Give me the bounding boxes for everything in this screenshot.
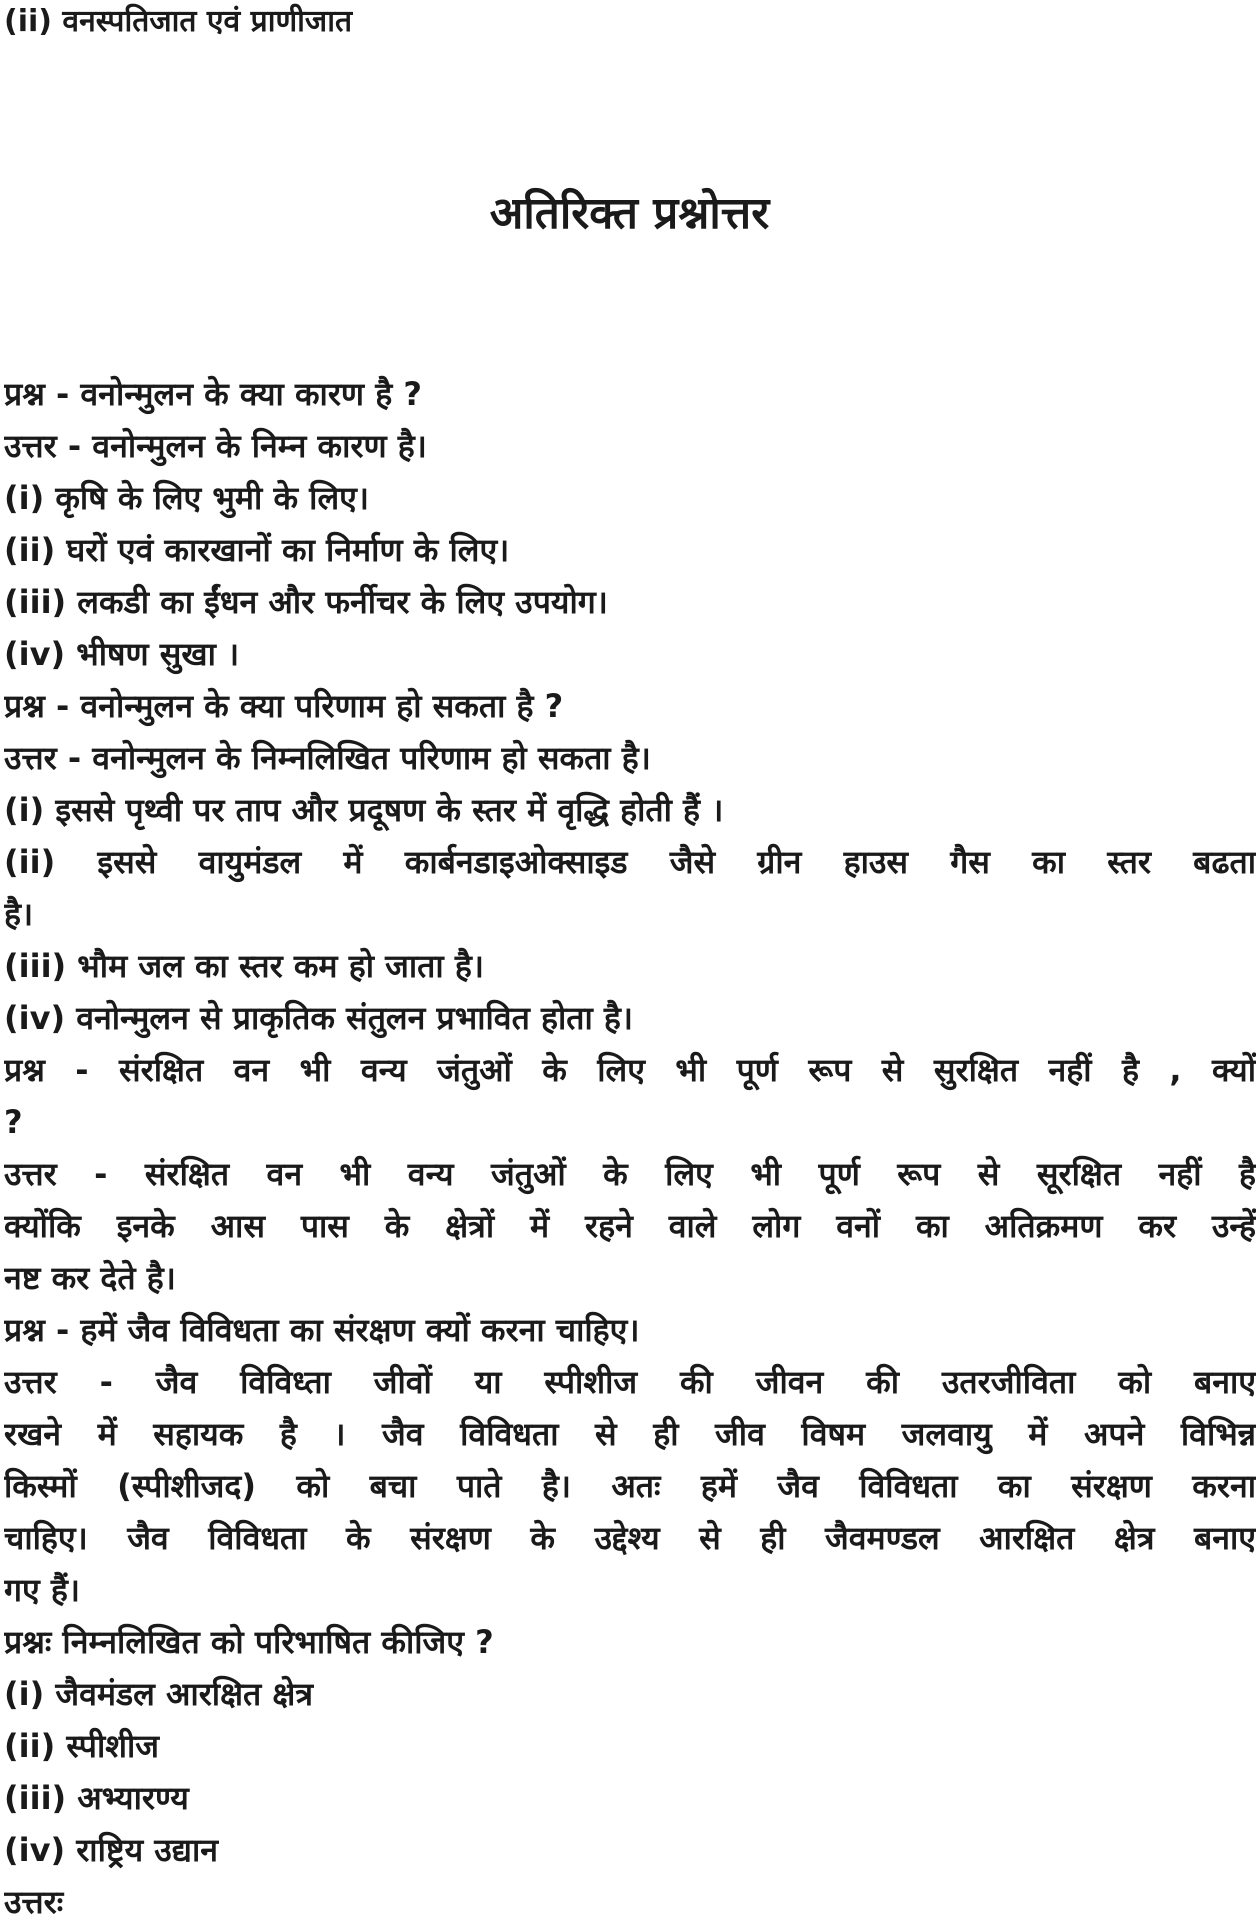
answer-continuation: चाहिए। जैव विविधता के संरक्षण के उद्देश्य से ही जैवमण्डल आरक्षित क्षेत्र बनाए [4,1519,1256,1557]
list-item-continuation: है। [4,895,34,933]
answer-continuation: किस्मों (स्पीशीजद) को बचा पाते है। अतः हमें जैव विविधता का संरक्षण करना [4,1467,1256,1505]
page-title: अतिरिक्त प्रश्नोत्तर [489,188,770,239]
previous-answer-line: (ii) वनस्पतिजात एवं प्राणीजात [4,4,353,39]
question-line: प्रश्न - वनोन्मुलन के क्या कारण है ? [4,375,422,413]
answer-line: उत्तरः [4,1883,64,1921]
list-item: (i) इससे पृथ्वी पर ताप और प्रदूषण के स्तर में वृद्धि होती हैं । [4,791,724,829]
list-item: (ii) घरों एवं कारखानों का निर्माण के लिए। [4,531,510,569]
question-continuation: ? [4,1103,23,1141]
answer-continuation: नष्ट कर देते है। [4,1259,176,1297]
answer-line: उत्तर - वनोन्मुलन के निम्नलिखित परिणाम हो सकता है। [4,739,651,777]
list-item: (iii) भौम जल का स्तर कम हो जाता है। [4,947,484,985]
qa-body [4,368,1256,1928]
list-item: (i) कृषि के लिए भुमी के लिए। [4,479,369,517]
list-item: (iii) अभ्यारण्य [4,1779,189,1817]
question-line: प्रश्न - संरक्षित वन भी वन्य जंतुओं के लिए भी पूर्ण रूप से सुरक्षित नहीं है , क्यों [4,1051,1256,1089]
question-line: प्रश्नः निम्नलिखित को परिभाषित कीजिए ? [4,1623,494,1661]
answer-continuation: रखने में सहायक है । जैव विविधता से ही जीव विषम जलवायु में अपने विभिन्न [4,1415,1256,1453]
list-item: (iv) राष्ट्रिय उद्यान [4,1831,219,1869]
answer-continuation: क्योंकि इनके आस पास के क्षेत्रों में रहने वाले लोग वनों का अतिक्रमण कर उन्हें [4,1207,1256,1245]
answer-line: उत्तर - वनोन्मुलन के निम्न कारण है। [4,427,427,465]
question-line: प्रश्न - वनोन्मुलन के क्या परिणाम हो सकता है ? [4,687,564,725]
list-item: (iii) लकडी का ईंधन और फर्नीचर के लिए उपयोग। [4,583,608,621]
list-item: (ii) स्पीशीज [4,1727,160,1765]
question-line: प्रश्न - हमें जैव विविधता का संरक्षण क्यों करना चाहिए। [4,1311,640,1349]
answer-continuation: गए हैं। [4,1571,80,1609]
list-item: (iv) वनोन्मुलन से प्राकृतिक संतुलन प्रभावित होता है। [4,999,634,1037]
list-item: (iv) भीषण सुखा । [4,635,240,673]
list-item: (ii) इससे वायुमंडल में कार्बनडाइओक्साइड जैसे ग्रीन हाउस गैस का स्तर बढता [4,843,1256,881]
list-item: (i) जैवमंडल आरक्षित क्षेत्र [4,1675,314,1713]
answer-line: उत्तर - संरक्षित वन भी वन्य जंतुओं के लिए भी पूर्ण रूप से सूरक्षित नहीं है [4,1155,1256,1193]
answer-line: उत्तर - जैव विविध्ता जीवों या स्पीशीज की जीवन की उतरजीविता को बनाए [4,1363,1256,1401]
